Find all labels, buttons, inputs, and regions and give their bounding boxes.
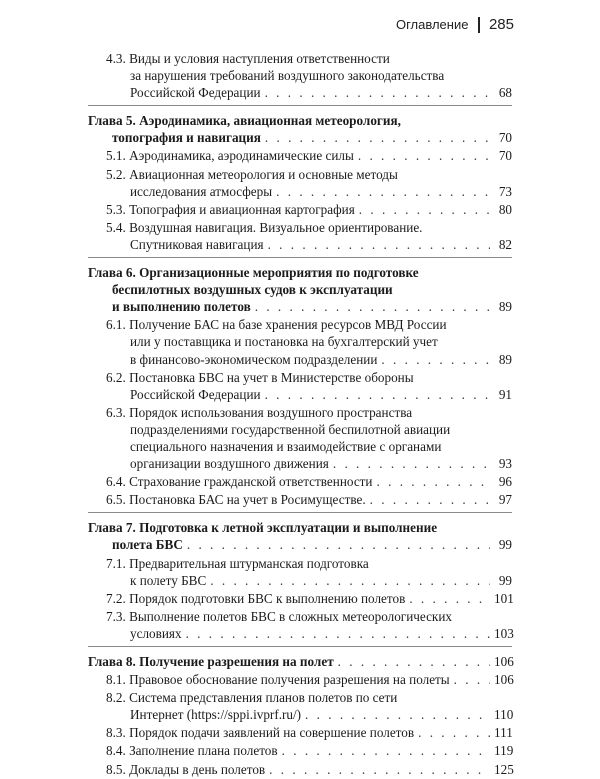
dot-leader <box>186 625 490 642</box>
header-separator <box>478 17 480 33</box>
toc-page-number: 99 <box>498 537 512 553</box>
toc-entry-text: условиях <box>130 625 182 641</box>
toc-section-entry[interactable] <box>88 608 512 643</box>
toc-entry-text: организации воздушного движения <box>130 456 329 472</box>
toc-entry-text: Глава 5. Аэродинамика, авиационная метеорология, <box>88 113 401 129</box>
dot-leader <box>377 473 491 490</box>
toc-page-number: 73 <box>498 183 512 199</box>
running-header <box>396 16 514 33</box>
toc-page-number: 119 <box>494 743 514 759</box>
toc-page-number: 125 <box>494 761 514 777</box>
toc-entry-text: 7.2. Порядок подготовки БВС к выполнению полетов <box>106 590 406 606</box>
toc-entry-text: специального назначения и взаимодействие с органами <box>130 438 442 454</box>
toc-entry-text: или у поставщика и постановка на бухгалтерский учет <box>130 334 438 350</box>
toc-entry-text: 6.1. Получение БАС на базе хранения ресурсов МВД России <box>106 317 447 333</box>
toc-section-entry[interactable] <box>88 369 512 404</box>
toc-entry-text: Российской Федерации <box>130 85 261 101</box>
dot-leader <box>269 761 490 778</box>
toc-entry-text: подразделениями государственной беспилотной авиации <box>130 421 451 437</box>
dot-leader <box>255 298 490 315</box>
dot-leader <box>381 351 490 368</box>
toc-entry-text: 8.2. Система представления планов полетов по сети <box>106 690 398 706</box>
dot-leader <box>409 590 490 607</box>
toc-entry-text: 5.4. Воздушная навигация. Визуальное ориентирование. <box>106 219 423 235</box>
toc-page-number: 82 <box>498 236 512 252</box>
toc-page-number: 106 <box>494 672 514 688</box>
toc-entry-text: 8.1. Правовое обоснование получения разрешения на полеты <box>106 672 450 688</box>
toc-entry-text: 4.3. Виды и условия наступления ответственности <box>106 51 390 66</box>
toc-section-entry[interactable] <box>88 555 512 590</box>
table-of-contents <box>88 50 512 779</box>
toc-page-number: 110 <box>494 707 514 723</box>
toc-entry-text: Глава 7. Подготовка к летной эксплуатации и выполнение <box>88 520 438 536</box>
toc-page-number: 70 <box>498 148 512 164</box>
toc-page-number: 96 <box>498 474 512 490</box>
toc-entry-text: 6.4. Страхование гражданской ответственности <box>106 474 373 490</box>
dot-leader <box>276 183 490 200</box>
dot-leader <box>305 706 490 723</box>
toc-page-number: 111 <box>494 725 513 741</box>
toc-page-number: 68 <box>498 85 512 101</box>
chapter-divider <box>88 646 512 647</box>
toc-page-number: 103 <box>494 625 514 641</box>
toc-entry-text: полета БВС <box>112 537 183 553</box>
toc-entry-text: топография и навигация <box>112 130 261 146</box>
toc-section-entry[interactable] <box>88 671 512 689</box>
page-number: 285 <box>488 16 514 33</box>
toc-section-entry[interactable] <box>88 761 512 779</box>
toc-page-number: 89 <box>498 299 512 315</box>
toc-page-number: 93 <box>498 456 512 472</box>
dot-leader <box>358 147 490 164</box>
chapter-divider <box>88 512 512 513</box>
toc-entry-text: за нарушения требований воздушного законодательства <box>130 68 445 84</box>
toc-page-number: 70 <box>498 130 512 146</box>
toc-entry-text: и выполнению полетов <box>112 299 251 315</box>
toc-section-entry[interactable] <box>88 742 512 760</box>
dot-leader <box>418 724 490 741</box>
dot-leader <box>265 129 490 146</box>
toc-page-number: 101 <box>494 590 514 606</box>
dot-leader <box>359 201 490 218</box>
chapter-divider <box>88 257 512 258</box>
dot-leader <box>370 491 490 508</box>
dot-leader <box>265 386 490 403</box>
toc-entry-text: 5.1. Аэродинамика, аэродинамические силы <box>106 148 354 164</box>
toc-section-entry[interactable] <box>88 689 512 724</box>
toc-page-number: 91 <box>498 386 512 402</box>
dot-leader <box>333 455 490 472</box>
dot-leader <box>265 84 490 101</box>
toc-entry-text: 8.4. Заполнение плана полетов <box>106 743 278 759</box>
dot-leader <box>338 653 490 670</box>
toc-entry-text: 5.2. Авиационная метеорология и основные методы <box>106 166 398 182</box>
toc-entry-text: 6.5. Постановка БАС на учет в Росимуществе. <box>106 492 366 508</box>
dot-leader <box>210 572 490 589</box>
toc-section-entry[interactable] <box>88 166 512 201</box>
dot-leader <box>187 536 490 553</box>
running-header-title: Оглавление <box>395 17 469 32</box>
toc-entry-text: 5.3. Топография и авиационная картография <box>106 201 355 217</box>
toc-section-entry[interactable] <box>88 219 512 254</box>
toc-entry-text: Глава 8. Получение разрешения на полет <box>88 654 334 669</box>
toc-page-number: 97 <box>498 492 512 508</box>
toc-page-number: 99 <box>498 572 512 588</box>
toc-chapter-entry[interactable] <box>88 264 512 316</box>
toc-entry-text: 8.5. Доклады в день полетов <box>106 761 266 777</box>
toc-section-entry[interactable] <box>88 147 512 165</box>
toc-entry-text: 6.3. Порядок использования воздушного пространства <box>106 404 413 420</box>
toc-chapter-entry[interactable] <box>88 112 512 147</box>
toc-entry-text: Интернет (https://sppi.ivprf.ru/) <box>130 707 302 723</box>
toc-entry-text: 7.3. Выполнение полетов БВС в сложных метеорологических <box>106 608 452 624</box>
toc-entry-text: 7.1. Предварительная штурманская подготовка <box>106 555 369 571</box>
toc-entry-text: 6.2. Постановка БВС на учет в Министерстве обороны <box>106 369 414 385</box>
chapter-divider <box>88 105 512 106</box>
toc-entry-text: Спутниковая навигация <box>130 236 264 252</box>
toc-entry-text: Российской Федерации <box>130 386 261 402</box>
toc-entry-text: беспилотных воздушных судов к эксплуатации <box>112 282 393 298</box>
toc-page-number: 80 <box>498 201 512 217</box>
dot-leader <box>282 742 490 759</box>
toc-entry-text: к полету БВС <box>130 572 207 588</box>
toc-section-entry[interactable] <box>88 50 512 102</box>
toc-section-entry[interactable] <box>88 590 512 608</box>
dot-leader <box>268 236 490 253</box>
toc-chapter-entry[interactable] <box>88 519 512 554</box>
toc-page-number: 89 <box>498 351 512 367</box>
dot-leader <box>454 671 490 688</box>
toc-section-entry[interactable] <box>88 316 512 368</box>
toc-entry-text: Глава 6. Организационные мероприятия по подготовке <box>88 265 419 281</box>
toc-section-entry[interactable] <box>88 404 512 473</box>
toc-page-number: 106 <box>494 654 514 669</box>
toc-section-entry[interactable] <box>88 724 512 742</box>
toc-entry-text: 8.3. Порядок подачи заявлений на совершение полетов <box>106 725 415 741</box>
toc-entry-text: исследования атмосферы <box>130 183 273 199</box>
toc-entry-text: в финансово-экономическом подразделении <box>130 351 378 367</box>
toc-section-entry[interactable] <box>88 491 512 509</box>
toc-section-entry[interactable] <box>88 473 512 491</box>
toc-section-entry[interactable] <box>88 201 512 219</box>
toc-chapter-entry[interactable] <box>88 653 512 671</box>
